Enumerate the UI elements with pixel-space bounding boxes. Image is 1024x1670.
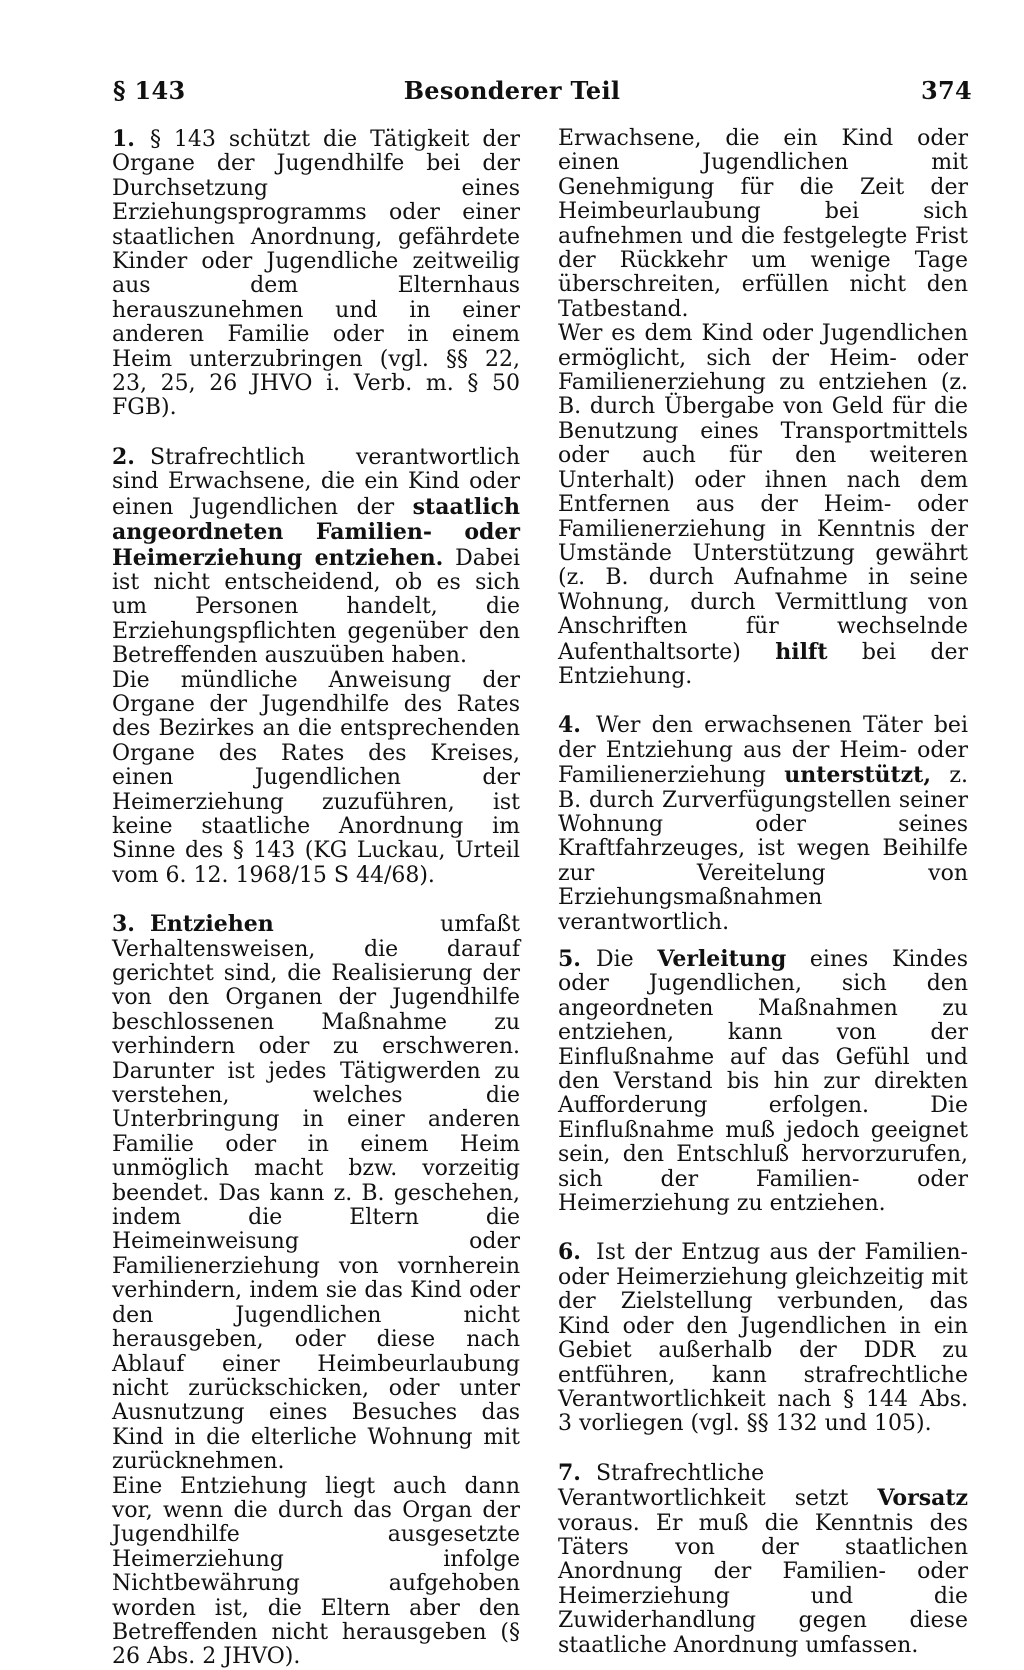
paragraph-text: Wer es dem Kind oder Jugendlichen ermöglicht, sich der Heim- oder Familienerziehung zu entziehen (z. B. durch Übergabe von Geld für die Benutzung eines Transportmittels oder auch für den weiteren Unterhalt) oder ihnen nach dem Entfernen aus der Heim- oder Familienerziehung in Kenntnis der Umstände Unterstützung gewährt (z. B. durch Aufnahme in seine Wohnung, durch Vermittlung von Anschriften für wechselnde Aufenthaltsorte) (558, 321, 968, 665)
paragraph-number: 4. (558, 712, 581, 739)
paragraph-number: 5. (558, 946, 581, 972)
section-number: § 143 (113, 76, 186, 105)
paragraph-text: umfaßt Verhaltensweisen, die darauf gerichtet sind, die Realisierung der von den Organen der Jugendhilfe beschlossenen Maßnahme zu verhindern oder zu erschweren. Darunter ist jedes Tätigwerden zu verstehen, welches die Unterbringung in einer anderen Familie oder in einem Heim unmöglich macht bzw. vorzeitig beendet. Das kann z. B. geschehen, indem die Eltern die Heimeinweisung oder Familienerziehung von vornherein verhindern, indem sie das Kind oder den Jugendlichen nicht herausgeben, oder diese nach Ablauf einer Heimbeurlaubung nicht zurückschicken, oder unter Ausnutzung eines Besuches das Kind in die elterliche Wohnung mit zurücknehmen. (112, 912, 520, 1475)
paragraph-number: 3. (112, 911, 135, 938)
paragraph-text: Wer den erwachsenen Täter bei der Entziehung aus der Heim- oder Familienerziehung (558, 713, 968, 789)
left-column (112, 127, 520, 1670)
paragraph-text: Strafrechtliche Verantwortlichkeit setzt (558, 1460, 878, 1512)
paragraph-number: 6. (558, 1239, 581, 1266)
paragraph-text: Ist der Entzug aus der Familien- oder Heimerziehung gleichzeitig mit der Zielstellung verbunden, das Kind oder den Jugendlichen in ein Gebiet außerhalb der DDR zu entführen, kann strafrechtliche Verantwortlichkeit nach § 144 Abs. 3 vorliegen (vgl. §§ 132 und 105). (558, 1240, 968, 1437)
paragraph-number: 7. (558, 1459, 581, 1486)
paragraph-2 (112, 445, 520, 669)
paragraph-2-continued: Die mündliche Anweisung der Organe der Jugendhilfe des Rates des Bezirkes an die entsprechenden Organe des Rates des Kreises, einen Jugendlichen der Heimerziehung zuzuführen, ist keine staatliche Anordnung im Sinne des § 143 (KG Luckau, Urteil vom 6. 12. 1968/15 S 44/68). (112, 667, 520, 888)
paragraph-1 (112, 127, 520, 421)
paragraph-text: § 143 schützt die Tätigkeit der Organe der Jugendhilfe bei der Durchsetzung eines Erziehungsprogramms oder einer staatlichen Anordnung, gefährdete Kinder oder Jugendliche zeitweilig aus dem Elternhaus herauszunehmen und in einer anderen Familie oder in einem Heim unterzubringen (vgl. §§ 22, 23, 25, 26 JHVO i. Verb. m. § 50 FGB). (112, 127, 520, 421)
paragraph-text: voraus. Er muß die Kenntnis des Täters von der staatlichen Anordnung der Familien- oder Heimerziehung und die Zuwiderhandlung gegen diese staatliche Anordnung umfassen. (558, 1510, 968, 1658)
paragraph-3-continued: Eine Entziehung liegt auch dann vor, wenn die durch das Organ der Jugendhilfe ausgesetzte Heimerziehung infolge Nichtbewährung aufgehoben worden ist, die Eltern aber den Betreffenden nicht herausgeben (§ 26 Abs. 2 JHVO). (112, 1473, 520, 1670)
emphasis: hilft (775, 638, 828, 665)
paragraph-number: 2. (112, 443, 135, 470)
paragraph-text: Dabei ist nicht entscheidend, ob es sich um Personen handelt, die Erziehungspflichten gegenüber den Betreffenden auszuüben haben. (112, 545, 521, 669)
paragraph-text: bei der Entziehung. (558, 639, 968, 689)
paragraph-3 (112, 912, 520, 1474)
page-number: 374 (921, 76, 972, 105)
paragraph-number: 1. (112, 126, 135, 152)
running-title: Besonderer Teil (403, 76, 621, 105)
paragraph-4 (558, 713, 968, 935)
paragraph-text: Strafrechtlich verantwortlich sind Erwachsene, die ein Kind oder einen Jugendlichen der (112, 444, 520, 520)
emphasis: Verleitung (657, 946, 787, 972)
paragraph-5 (558, 947, 968, 1216)
emphasis: Vorsatz (877, 1485, 968, 1512)
emphasis: unterstützt, (784, 762, 931, 789)
paragraph-3-right-2 (558, 322, 968, 689)
paragraph-6 (558, 1240, 968, 1436)
right-column (558, 127, 968, 1658)
emphasis: Entziehen (150, 911, 274, 938)
paragraph-text: z. B. durch Zurverfügungstellen seiner Wohnung oder seines Kraftfahrzeuges, ist wegen Beihilfe zur Vereitelung von Erziehungsmaßnahmen verantwortlich. (558, 763, 968, 935)
paragraph-text: eines Kindes oder Jugendlichen, sich den angeordneten Maßnahmen zu entziehen, kann von der Einflußnahme auf das Gefühl und den Verstand bis hin zur direkten Aufforderung erfolgen. Die Einflußnahme muß jedoch geeignet sein, den Entschluß hervorzurufen, sich der Familien- oder Heimerziehung zu entziehen. (558, 947, 968, 1217)
emphasis: staatlich angeordneten Familien- oder Heimerziehung entziehen. (112, 493, 520, 571)
paragraph-7 (558, 1461, 968, 1658)
paragraph-3-right-1: Erwachsene, die ein Kind oder einen Jugendlichen mit Genehmigung für die Zeit der Heimbeurlaubung bei sich aufnehmen und die festgelegte Frist der Rückkehr um wenige Tage überschreiten, erfüllen nicht den Tatbestand. (558, 126, 968, 322)
paragraph-text: Die (596, 947, 658, 972)
